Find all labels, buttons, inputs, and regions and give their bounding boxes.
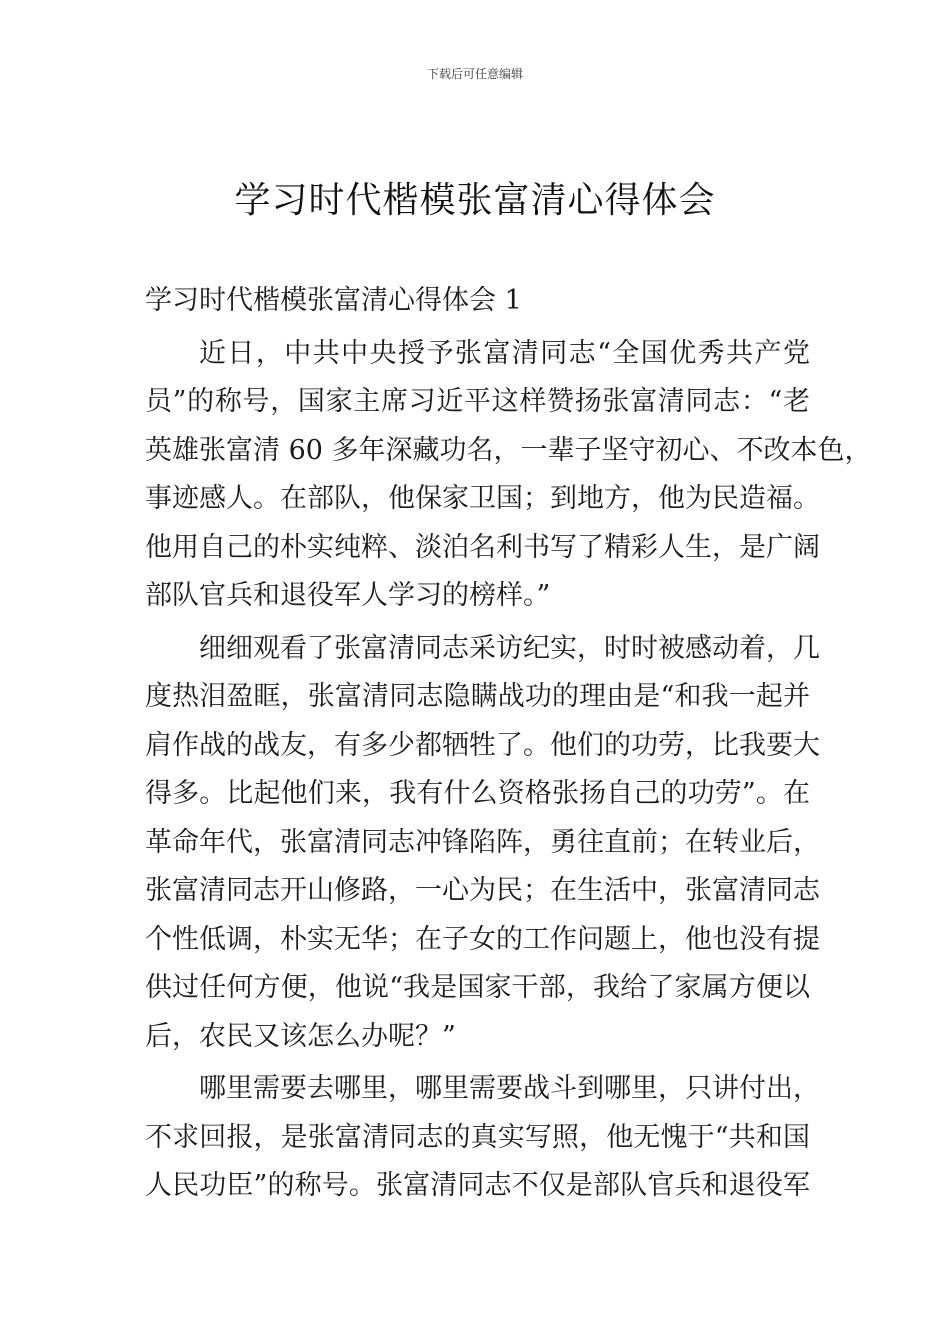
paragraph-line: 事迹感人。在部队，他保家卫国；到地方，他为民造福。 xyxy=(145,483,820,514)
paragraph-line: 后，农民又该怎么办呢？” xyxy=(145,1020,456,1052)
paragraph-line: 细细观看了张富清同志采访纪实，时时被感动着，几 xyxy=(199,632,820,664)
paragraph-line: 肩作战的战友，有多少都牺牲了。他们的功劳，比我要大 xyxy=(145,729,820,761)
paragraph-line: 张富清同志开山修路，一心为民；在生活中，张富清同志 xyxy=(145,875,820,906)
section-heading: 学习时代楷模张富清心得体会 1 xyxy=(145,285,522,316)
paragraph xyxy=(145,625,820,1062)
paragraph xyxy=(145,330,872,621)
header-note: 下载后可任意编辑 xyxy=(426,67,523,81)
document-body xyxy=(145,277,872,1215)
paragraph-line: 英雄张富清 60 多年深藏功名，一辈子坚守初心、不改本色， xyxy=(145,434,872,466)
paragraph-line: 个性低调，朴实无华；在子女的工作问题上，他也没有提 xyxy=(145,923,820,955)
paragraph xyxy=(145,1065,820,1211)
paragraph-line: 人民功臣”的称号。张富清同志不仅是部队官兵和退役军 xyxy=(145,1170,810,1201)
paragraph-line: 不求回报，是张富清同志的真实写照，他无愧于“共和国 xyxy=(145,1121,810,1153)
paragraph-line: 得多。比起他们来，我有什么资格张扬自己的功劳”。在 xyxy=(145,778,810,809)
paragraph-line: 员”的称号，国家主席习近平这样赞扬张富清同志：“老 xyxy=(145,386,810,417)
paragraph-line: 部队官兵和退役军人学习的榜样。” xyxy=(145,580,551,611)
paragraph-line: 度热泪盈眶，张富清同志隐瞒战功的理由是“和我一起并 xyxy=(145,681,810,712)
paragraph-line: 哪里需要去哪里，哪里需要战斗到哪里，只讲付出， xyxy=(199,1073,820,1104)
document-title: 学习时代楷模张富清心得体会 xyxy=(234,180,716,221)
paragraph-line: 革命年代，张富清同志冲锋陷阵，勇往直前；在转业后， xyxy=(145,826,820,858)
paragraph-line: 近日，中共中央授予张富清同志“全国优秀共产党 xyxy=(199,337,810,369)
paragraph-line: 他用自己的朴实纯粹、淡泊名利书写了精彩人生，是广阔 xyxy=(145,531,820,563)
paragraph-line: 供过任何方便，他说“我是国家干部，我给了家属方便以 xyxy=(145,972,810,1003)
